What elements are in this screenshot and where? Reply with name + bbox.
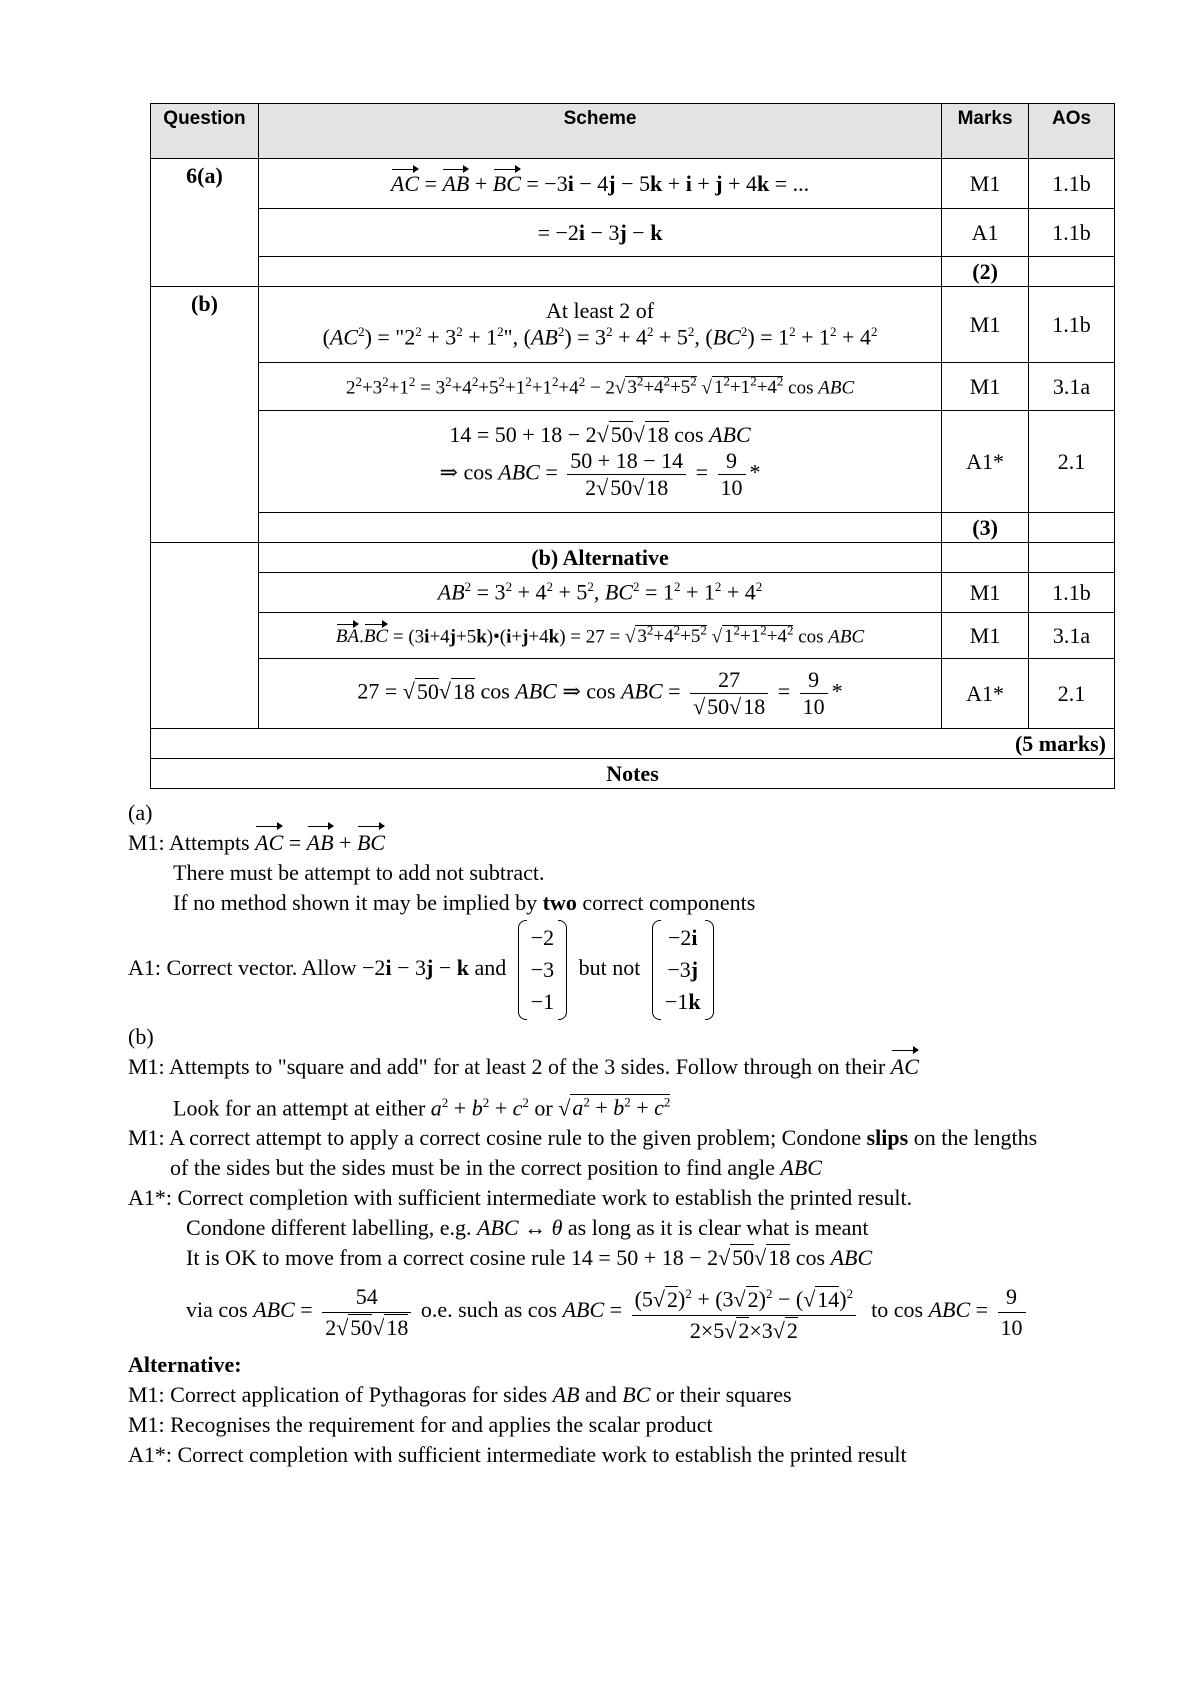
table-row xyxy=(151,729,1115,759)
note-m1-a-line3: If no method shown it may be implied by two correct components xyxy=(173,890,756,915)
scheme-alt-1: $AB^2 = 3^2 + 4^2 + 5^2$, $BC^2 = 1^2 + 1^2 + 4^2$ xyxy=(258,573,941,613)
ao-b-3: 2.1 xyxy=(1029,411,1115,513)
note-m1-a: M1: Attempts AC = AB + BC xyxy=(128,828,1128,858)
ao-a-2: 1.1b xyxy=(1029,209,1115,257)
notes-a-label: (a) xyxy=(128,800,153,825)
scheme-b-2: $2^2+3^2+1^2 = 3^2+4^2+5^2+1^2+1^2+4^2 - 2√$ $3^2+4^2+5^2$ √ $1^2+1^2+4^2$ cos ABC xyxy=(258,363,941,411)
scheme-b-3: 14 = 50 + 18 − 2√50√18 cos ABC ⇒ cos ABC = $\frac{50 + 18 - 14}{2√50√18}$ = $\frac{9}{10}$ * xyxy=(258,411,941,513)
marks-alt-3: A1* xyxy=(942,659,1029,729)
marks-alt-2: M1 xyxy=(942,613,1029,659)
scheme-alt-2: BA.BC = (3i+4j+5k)•(i+j+4k) = 27 = √ $3^2+4^2+5^2$ √ $1^2+1^2+4^2$ cos ABC xyxy=(258,613,941,659)
note-alt-m2: M1: Recognises the requirement for and applies the scalar product xyxy=(128,1411,713,1437)
note-a1-a: A1: Correct vector. Allow −2i − 3j − k and −2 −3 −1 but not −2i −3j −1k xyxy=(128,920,1128,1020)
marks-b-2: M1 xyxy=(942,363,1029,411)
ao-b-2: 3.1a xyxy=(1029,363,1115,411)
scheme-a-2: = −2i − 3j − k xyxy=(258,209,941,257)
header-question: Question xyxy=(151,104,259,159)
notes-b-label: (b) xyxy=(128,1024,154,1049)
note-m1-b-line2: Look for an attempt at either $a^2 + b^2 + c^2$ or $√a^2 + b^2 + c^2$ xyxy=(173,1095,671,1121)
ao-alt-1: 1.1b xyxy=(1029,573,1115,613)
table-row xyxy=(151,613,1115,659)
question-6a: 6(a) xyxy=(151,159,259,287)
table-row xyxy=(151,209,1115,257)
mark-scheme-table xyxy=(150,103,1115,789)
table-row xyxy=(151,573,1115,613)
header-scheme: Scheme xyxy=(258,104,941,159)
header-marks: Marks xyxy=(942,104,1029,159)
table-row xyxy=(151,759,1115,789)
notes-header: Notes xyxy=(151,759,1115,789)
header-aos: AOs xyxy=(1029,104,1115,159)
scheme-alt-3: 27 = √50√18 cos ABC ⇒ cos ABC = $\frac{27}{√50√18}$ = $\frac{9}{10}$ * xyxy=(258,659,941,729)
note-a1-b-line2: Condone different labelling, e.g. ABC ↔ θ as long as it is clear what is meant xyxy=(186,1215,869,1241)
table-row xyxy=(151,363,1115,411)
note-m1-a-line2: There must be attempt to add not subtract. xyxy=(173,860,545,885)
table-row xyxy=(151,543,1115,573)
note-a1-b-line4: via cos ABC = $\frac{54}{2√50√18}$ o.e. such as cos ABC = $\frac{(5√2)^2 + (3√2)^2 - (√14)^2}{2\times 5√2\times 3√2}$ to cos ABC = $\frac{9}{10}$ xyxy=(128,1279,1128,1345)
note-m1-b: M1: Attempts to "square and add" for at least 2 of the 3 sides. Follow through on their AC xyxy=(128,1052,1128,1082)
ao-alt-2: 3.1a xyxy=(1029,613,1115,659)
note-m1-b2-line2: of the sides but the sides must be in the correct position to find angle ABC xyxy=(170,1155,822,1181)
total-marks: (5 marks) xyxy=(151,729,1115,759)
note-alt-m1: M1: Correct application of Pythagoras for sides AB and BC or their squares xyxy=(128,1381,792,1407)
marks-b-1: M1 xyxy=(942,287,1029,363)
notes-section xyxy=(128,798,1128,1470)
note-a1-b-line3: It is OK to move from a correct cosine rule 14 = 50 + 18 − 2√50√18 cos ABC xyxy=(186,1245,873,1271)
subtotal-a: (2) xyxy=(942,257,1029,287)
note-alt-a1: A1*: Correct completion with sufficient intermediate work to establish the printed result xyxy=(128,1441,907,1467)
note-a1-b: A1*: Correct completion with sufficient intermediate work to establish the printed result. xyxy=(128,1185,913,1211)
marks-b-3: A1* xyxy=(942,411,1029,513)
header-row xyxy=(151,104,1115,159)
table-row xyxy=(151,513,1115,543)
scheme-b-1: At least 2 of $(AC^2)$ = "$2^2 + 3^2 + 1^2$", $(AB^2) = 3^2 + 4^2 + 5^2$, $(BC^2) = 1^2 + 1^2 + 4^2$ xyxy=(258,287,941,363)
marks-alt-1: M1 xyxy=(942,573,1029,613)
table-row xyxy=(151,287,1115,363)
alt-title: (b) Alternative xyxy=(258,543,941,573)
subtotal-b: (3) xyxy=(942,513,1029,543)
question-6b: (b) xyxy=(151,287,259,543)
ao-b-1: 1.1b xyxy=(1029,287,1115,363)
table-row xyxy=(151,411,1115,513)
ao-a-1: 1.1b xyxy=(1029,159,1115,209)
note-alt-title: Alternative: xyxy=(128,1351,242,1377)
marks-a-1: M1 xyxy=(942,159,1029,209)
table-row xyxy=(151,659,1115,729)
scheme-a-1: AC = AB + BC = −3i − 4j − 5k + i + j + 4k = ... xyxy=(258,159,941,209)
ao-alt-3: 2.1 xyxy=(1029,659,1115,729)
table-row xyxy=(151,257,1115,287)
scheme-b-1-label: At least 2 of xyxy=(545,298,655,324)
table-row xyxy=(151,159,1115,209)
marks-a-2: A1 xyxy=(942,209,1029,257)
note-m1-b2: M1: A correct attempt to apply a correct cosine rule to the given problem; Condone slips on the lengths xyxy=(128,1125,1038,1151)
